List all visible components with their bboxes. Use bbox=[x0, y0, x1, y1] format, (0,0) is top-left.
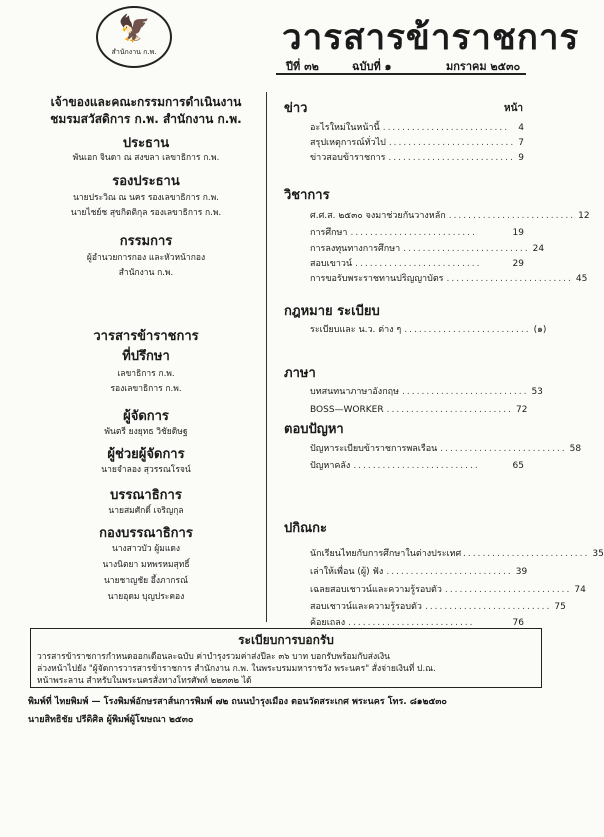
toc-entry: บทสนทนาภาษาอังกฤษ .......................... 53 bbox=[310, 387, 543, 397]
subscription-title: ระเบียบการบอกรับ bbox=[238, 633, 334, 647]
toc-entry: สรุปเหตุการณ์ทั่วไป .......................... 7 bbox=[310, 138, 524, 148]
vice-heading: รองประธาน bbox=[112, 174, 180, 189]
toc-entry: เฉลยสอบเชาวน์และความรู้รอบตัว .......................... 74 bbox=[310, 585, 586, 595]
committee-line-1: ผู้อำนวยการกอง และหัวหน้ากอง bbox=[86, 253, 206, 263]
toc-entry: ข่าวสอบข้าราชการ .......................... 9 bbox=[310, 153, 524, 163]
board-member: นายอุดม บุญประคอง bbox=[107, 592, 185, 602]
toc-entry: สอบเชาวน์และความรู้รอบตัว .......................... 75 bbox=[310, 602, 566, 612]
subscription-box bbox=[30, 628, 542, 688]
journal-seal bbox=[96, 6, 172, 68]
advisor-heading: ที่ปรึกษา bbox=[122, 349, 170, 364]
editor-heading: บรรณาธิการ bbox=[110, 488, 182, 503]
chair-name: พันเอก จินดา ณ สงขลา เลขาธิการ ก.พ. bbox=[72, 153, 220, 163]
asst-manager-heading: ผู้ช่วยผู้จัดการ bbox=[107, 447, 185, 462]
toc-section-academic: วิชาการ bbox=[284, 188, 330, 203]
advisor-line-1: เลขาธิการ ก.พ. bbox=[117, 369, 175, 379]
subscription-line: ล่วงหน้าไปยัง "ผู้จัดการวารสารข้าราชการ สำนักงาน ก.พ. ในพระบรมมหาราชวัง พระนคร" สั่งจ่ายเงินที่ ป.ณ. bbox=[37, 664, 436, 674]
printer-line: พิมพ์ที่ ไทยพิมพ์ — โรงพิมพ์อักษรสาส์นการพิมพ์ ๗๒ ถนนบำรุงเมือง ตอนวัดสระเกศ พระนคร โทร. ๘๑๒๕๓๐ bbox=[28, 697, 447, 707]
toc-section-qa: ตอบปัญหา bbox=[284, 422, 344, 437]
asst-manager-name: นายจำลอง สุวรรณโรจน์ bbox=[101, 465, 191, 475]
issue-date: มกราคม ๒๕๓๐ bbox=[446, 60, 521, 73]
toc-entry: การขอรับพระราชทานปริญญาบัตร .......................... 45 bbox=[310, 274, 588, 284]
committee-line-2: สำนักงาน ก.พ. bbox=[118, 268, 174, 278]
garuda-emblem-icon: 🦅 bbox=[118, 14, 151, 44]
toc-entry: นักเรียนไทยกับการศึกษาในต่างประเทศ .......................... 35 bbox=[310, 549, 604, 559]
owner-line-2: ชมรมสวัสดิการ ก.พ. สำนักงาน ก.พ. bbox=[50, 112, 242, 126]
board-member: นางนิตยา มหพรหมสุทธิ์ bbox=[102, 560, 190, 570]
advisor-line-2: รองเลขาธิการ ก.พ. bbox=[110, 384, 182, 394]
masthead-title: วารสารข้าราชการ bbox=[282, 18, 580, 58]
toc-entry: ค้อยเถลง .......................... 76 bbox=[310, 618, 524, 628]
editor-name: นายสมศักดิ์ เจริญกุล bbox=[108, 506, 184, 516]
subscription-line: วารสารข้าราชการกำหนดออกเดือนละฉบับ ค่าบำรุงรวมค่าส่งปีละ ๓๖ บาท บอกรับพร้อมกับส่งเงิน bbox=[37, 652, 390, 662]
toc-entry: การศึกษา .......................... 19 bbox=[310, 228, 524, 238]
masthead-rule bbox=[276, 73, 526, 75]
toc-entry: ระเบียบและ น.ว. ต่าง ๆ .......................... (๑) bbox=[310, 325, 547, 335]
journal-name: วารสารข้าราชการ bbox=[93, 329, 199, 344]
toc-entry: สอบเขาวน์ .......................... 29 bbox=[310, 259, 524, 269]
chair-heading: ประธาน bbox=[122, 136, 170, 151]
vice-name-2: นายไชย์ช สุขกิตติกุล รองเลขาธิการ ก.พ. bbox=[70, 208, 222, 218]
board-member: นางสาวบัว ผู้มแดง bbox=[111, 544, 181, 554]
issue-number: ฉบับที่ ๑ bbox=[352, 60, 392, 73]
toc-entry: ปัญหาระเบียบข้าราชการพลเรือน .......................... 58 bbox=[310, 444, 582, 454]
publisher-line: นายสิทธิชัย ปรีดิศิล ผู้พิมพ์ผู้โฆษณา ๒๕๓๐ bbox=[28, 715, 194, 725]
toc-entry: BOSS—WORKER .......................... 72 bbox=[310, 405, 528, 415]
manager-name: พันตรี ยงยุทธ วิชัยดิษฐ bbox=[104, 427, 188, 437]
toc-entry: ปัญหาคลัง .......................... 65 bbox=[310, 461, 524, 471]
editorial-board-heading: กองบรรณาธิการ bbox=[99, 526, 193, 541]
toc-section-news: ข่าว bbox=[284, 101, 308, 116]
owner-line-1: เจ้าของและคณะกรรมการดำเนินงาน bbox=[50, 95, 242, 109]
toc-section-law: กฎหมาย ระเบียบ bbox=[284, 304, 380, 319]
board-member: นายชาญชัย อึ้งภากรณ์ bbox=[103, 576, 189, 586]
subscription-line: หน้าพระลาน สำหรับในพระนครสั่งทางโทรศัพท์ ๒๒๓๓๒ ได้ bbox=[37, 676, 252, 686]
committee-heading: กรรมการ bbox=[119, 234, 173, 249]
vice-name-1: นายประวิณ ณ นคร รองเลขาธิการ ก.พ. bbox=[73, 193, 219, 203]
seal-caption: สำนักงาน ก.พ. bbox=[111, 48, 157, 56]
column-divider bbox=[266, 92, 267, 622]
page-column-label: หน้า bbox=[504, 103, 524, 114]
toc-entry: การลงทุนทางการศึกษา .......................... 24 bbox=[310, 244, 545, 254]
toc-entry: เล่าให้เพื่อน (ผู้) ฟัง .......................... 39 bbox=[310, 567, 528, 577]
toc-section-language: ภาษา bbox=[284, 366, 316, 381]
issue-year: ปีที่ ๓๒ bbox=[286, 60, 319, 73]
toc-entry: อะไรใหม่ในหน้านี้ .......................... 4 bbox=[310, 123, 524, 133]
manager-heading: ผู้จัดการ bbox=[123, 409, 169, 424]
toc-entry: ศ.ศ.ส. ๒๕๓๐ จงมาช่วยกันวางหลัก .......................... 12 bbox=[310, 211, 590, 221]
toc-section-misc: ปกิณกะ bbox=[284, 521, 328, 536]
